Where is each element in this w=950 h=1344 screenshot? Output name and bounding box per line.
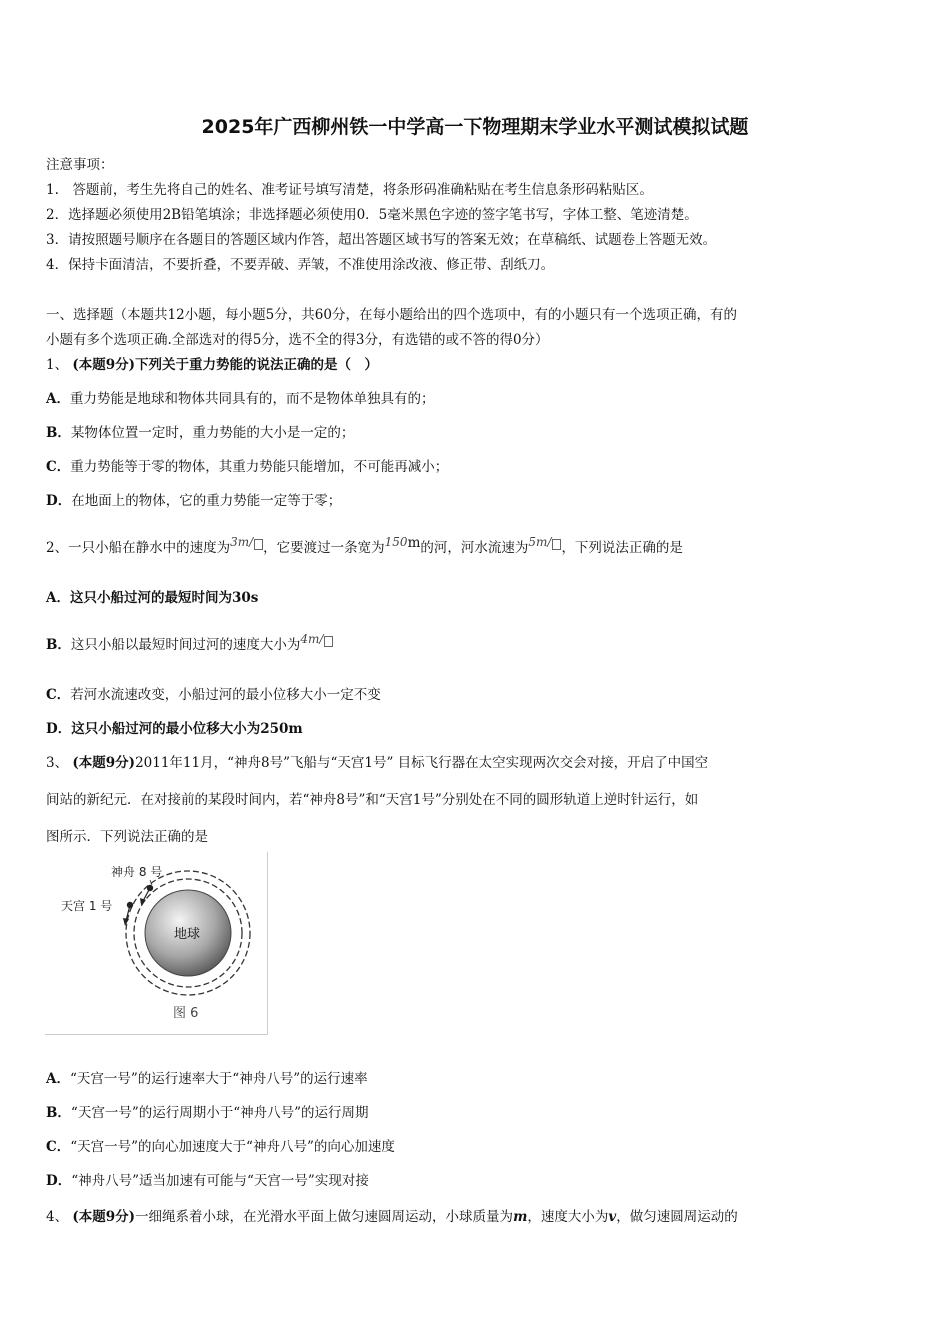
question-3-stem-line2: 间站的新纪元．在对接前的某段时间内，若“神舟8号”和“天宫1号”分别处在不同的圆形轨道上逆时针运行，如 <box>46 792 699 808</box>
question-3-stem-line3: 图所示．下列说法正确的是 <box>46 829 208 845</box>
speed-value: 5m/ <box>528 535 552 549</box>
option-d <box>46 717 916 737</box>
option-label: C． <box>46 1139 71 1155</box>
option-b <box>46 421 916 441</box>
option-text: 这只小船过河的最短时间为30s <box>69 590 259 606</box>
option-text: 某物体位置一定时，重力势能的大小是一定的； <box>70 425 355 441</box>
missing-glyph-icon <box>324 636 333 647</box>
question-text: 一细绳系着小球，在光滑水平面上做匀速圆周运动，小球质量为 <box>135 1209 514 1225</box>
orbit-diagram <box>45 852 267 1034</box>
question-text: ，速度大小为 <box>527 1209 609 1225</box>
option-label: B． <box>46 1105 71 1121</box>
option-a <box>46 586 916 606</box>
width-value: 150 <box>384 535 408 549</box>
orbit-figure <box>45 852 268 1035</box>
option-label: D． <box>46 721 72 737</box>
option-text: “天宫一号”的向心加速度大于“神舟八号”的向心加速度 <box>70 1139 395 1155</box>
question-number: 3、 <box>46 755 69 771</box>
option-text: 这只小船过河的最小位移大小为250m <box>71 721 303 737</box>
option-text: “神舟八号”适当加速有可能与“天宫一号”实现对接 <box>71 1173 369 1189</box>
option-text: 这只小船以最短时间过河的速度大小为 <box>70 637 301 653</box>
notice-heading: 注意事项： <box>46 157 114 173</box>
option-label: A． <box>46 391 70 407</box>
question-number: 4、 <box>46 1209 69 1225</box>
question-1-stem <box>46 353 916 373</box>
option-b <box>46 1101 916 1121</box>
notice-item: 2．选择题必须使用2B铅笔填涂；非选择题必须使用0．5毫米黑色字迹的签字笔书写，字体工整、笔迹清楚。 <box>46 207 698 223</box>
label-earth: 地球 <box>174 927 201 942</box>
question-text: ，它要渡过一条宽为 <box>263 540 385 556</box>
question-number: 2、 <box>46 540 69 556</box>
option-d <box>46 489 916 509</box>
notice-item: 1. 答题前，考生先将自己的姓名、准考证号填写清楚，将条形码准确粘贴在考生信息条形码粘贴区。 <box>46 182 653 198</box>
width-unit: m <box>407 535 421 551</box>
question-text: 下列关于重力势能的说法正确的是（ ） <box>135 357 379 373</box>
label-shenzhou: 神舟 8 号 <box>111 865 163 879</box>
speed-value: 4m/ <box>300 632 324 646</box>
option-label: A． <box>46 1071 70 1087</box>
shenzhou-velocity-arrow <box>143 888 150 901</box>
section-intro-line2: 小题有多个选项正确.全部选对的得5分，选不全的得3分，有选错的或不答的得0分） <box>46 332 549 348</box>
mass-symbol: m <box>513 1209 528 1225</box>
question-text: ，下列说法正确的是 <box>561 540 683 556</box>
option-text: “天宫一号”的运行速率大于“神舟八号”的运行速率 <box>69 1071 368 1087</box>
question-text: 一只小船在静水中的速度为 <box>68 540 231 556</box>
option-a <box>46 1067 916 1087</box>
question-number: 1、 <box>46 357 69 373</box>
question-text: 的河，河水流速为 <box>420 540 529 556</box>
page-title: 2025年广西柳州铁一中学高一下物理期末学业水平测试模拟试题 <box>201 116 749 138</box>
option-label: C． <box>46 687 71 703</box>
option-label: D． <box>46 1173 72 1189</box>
option-a <box>46 387 916 407</box>
missing-glyph-icon <box>254 539 263 550</box>
option-label: B． <box>46 425 71 441</box>
question-2-stem <box>46 536 916 556</box>
option-c <box>46 1135 916 1155</box>
option-c <box>46 455 916 475</box>
option-text: 重力势能等于零的物体，其重力势能只能增加，不可能再减小； <box>70 459 449 475</box>
speed-value: 3m/ <box>230 535 254 549</box>
option-text: 重力势能是地球和物体共同具有的，而不是物体单独具有的； <box>69 391 435 407</box>
question-4-stem <box>46 1205 916 1225</box>
notice-item: 3．请按照题号顺序在各题目的答题区域内作答，超出答题区域书写的答案无效；在草稿纸、试题卷上答题无效。 <box>46 232 717 248</box>
option-label: C． <box>46 459 71 475</box>
question-tag: (本题9分) <box>72 755 136 771</box>
question-text: 2011年11月，“神舟8号”飞船与“天宫1号” 目标飞行器在太空实现两次交会对接，开启了中国空 <box>135 755 709 771</box>
section-intro-line1: 一、选择题（本题共12小题，每小题5分，共60分，在每小题给出的四个选项中，有的小题只有一个选项正确，有的 <box>46 307 737 323</box>
option-text: “天宫一号”的运行周期小于“神舟八号”的运行周期 <box>70 1105 369 1121</box>
option-label: B． <box>46 637 71 653</box>
label-tiangong: 天宫 1 号 <box>61 899 113 913</box>
option-d <box>46 1169 916 1189</box>
option-b <box>46 633 916 653</box>
option-label: D． <box>46 493 72 509</box>
option-c <box>46 683 916 703</box>
question-tag: (本题9分) <box>72 357 136 373</box>
figure-caption: 图 6 <box>173 1006 199 1021</box>
question-text: ，做匀速圆周运动的 <box>616 1209 738 1225</box>
question-tag: (本题9分) <box>72 1209 136 1225</box>
question-3-stem-line1 <box>46 751 916 771</box>
option-text: 在地面上的物体，它的重力势能一定等于零； <box>71 493 342 509</box>
notice-item: 4．保持卡面清洁，不要折叠，不要弄破、弄皱，不准使用涂改液、修正带、刮纸刀。 <box>46 257 555 273</box>
option-label: A． <box>46 590 70 606</box>
option-text: 若河水流速改变，小船过河的最小位移大小一定不变 <box>70 687 381 703</box>
velocity-symbol: v <box>608 1209 617 1225</box>
